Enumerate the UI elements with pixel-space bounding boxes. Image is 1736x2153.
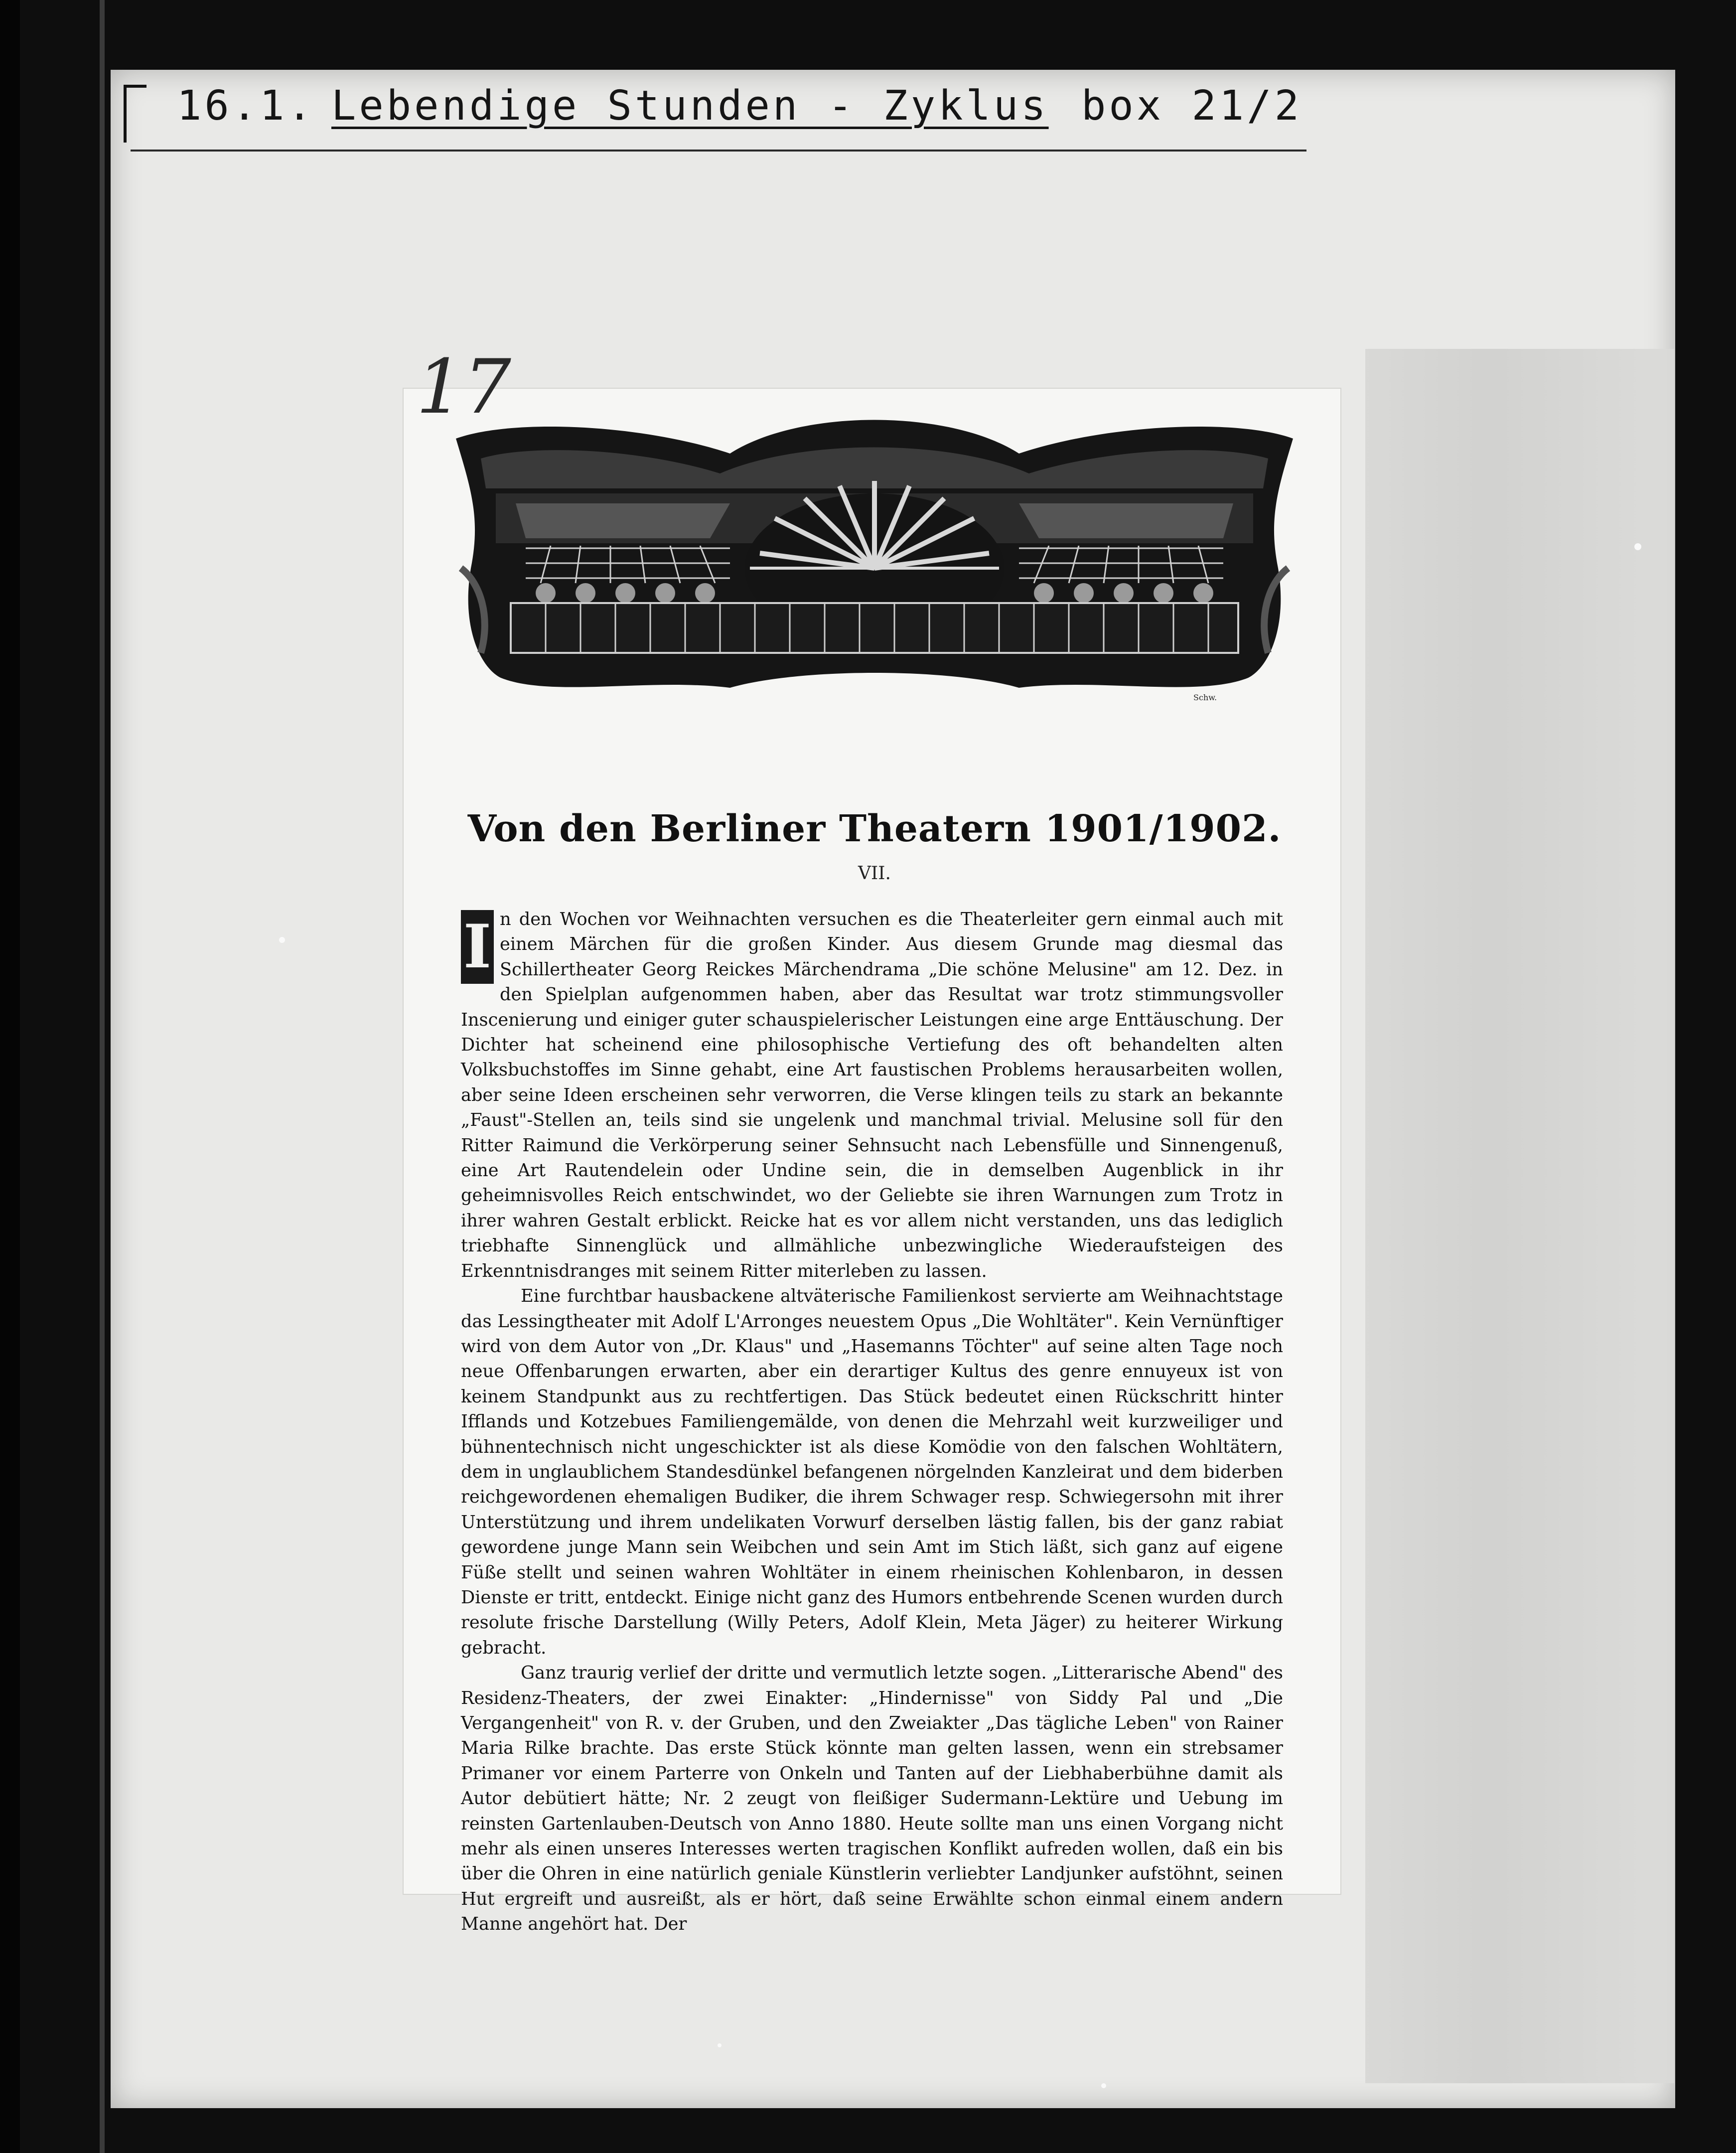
article-paragraph-1 xyxy=(461,907,1283,1284)
article-paragraph-3: Ganz traurig verlief der dritte und vermutlich letzte sogen. „Litterarische Abend" des Residenz-Theaters, der zwei Einakter: „Hindernisse" von Siddy Pal und „Die Vergangenheit" von R. v. der Gruben, und den Zweiakter „Das tägliche Leben" von Rainer Maria Rilke brachte. Das erste Stück könnte man gelten lassen, wenn ein strebsamer Primaner vor einem Parterre von Onkeln und Tanten auf der Liebhaberbühne damit als Autor debütiert hätte; Nr. 2 zeugt von fleißiger Sudermann-Lektüre und Uebung im reinsten Gartenlauben-Deutsch von Anno 1880. Heute sollte man uns einen Vorgang nicht mehr als einen unseres Interesses werten tragischen Konflikt aufreden wollen, daß ein bis über die Ohren in eine natürlich geniale Künstlerin verliebter Landjunker aufstöhnt, seinen Hut ergreift und ausreißt, als er hört, daß seine Erwählte schon einmal einem andern Manne angehört hat. Der xyxy=(461,1663,1283,1935)
film-edge xyxy=(0,0,20,2153)
article-part-number: VII. xyxy=(858,863,891,884)
sheet-shadow xyxy=(1365,349,1674,2083)
archive-title: Lebendige Stunden - Zyklus xyxy=(331,82,1049,130)
theater-stage-ornament-icon xyxy=(451,419,1298,713)
pencil-mark: 17 xyxy=(416,344,511,431)
film-frame-line xyxy=(100,0,105,2153)
paragraph-text: n den Wochen vor Weihnachten versuchen es die Theaterleiter gern einmal auch mit einem Märchen für die großen Kinder. Aus diesem Grunde mag diesmal das Schillertheater Georg Reickes Märchendrama „Die schöne Melusine" am 12. Dez. in den Spielplan aufgenommen haben, aber das Resultat war trotz stimmungsvoller Inscenierung und einiger guter schauspielerischer Leistungen eine arge Enttäuschung. Der Dichter hat scheinend eine philosophische Vertiefung des oft behandelten alten Volksbuchstoffes im Sinne gehabt, eine Art faustischen Problems herausarbeiten wollen, aber seine Ideen erscheinen sehr verworren, die Verse klingen teils zu stark an bekannte „Faust"-Stellen an, teils sind sie ungelenk und manchmal trivial. Melusine soll für den Ritter Raimund die Verkörperung seiner Sehnsucht nach Lebensfülle und Sinnengenuß, eine Art Rautendelein oder Undine sein, die in demselben Augenblick in ihr geheimnisvolles Reich entschwindet, wo der Geliebte sie ihren Warnungen zum Trotz in ihrer wahren Gestalt erblickt. Reicke hat es vor allem nicht verstanden, uns das lediglich triebhafte Sinnenglück und allmähliche unbezwingliche Wiederaufsteigen des Erkenntnisdranges mit seinem Ritter miterleben zu lassen. xyxy=(461,909,1283,1281)
article-paragraph-2: Eine furchtbar hausbackene altväterische Familienkost servierte am Weihnachtstage das Lessingtheater mit Adolf L'Arronges neuestem Opus „Die Wohltäter". Kein Vernünftiger wird von dem Autor von „Dr. Klaus" und „Hasemanns Töchter" auf seine alten Tage noch neue Offenbarungen erwarten, aber ein derartiger Kultus des genre ennuyeux ist von keinem Standpunkt aus zu rechtfertigen. Das Stück bedeutet einen Rückschritt hinter Ifflands und Kotzebues Familiengemälde, von denen die Mehrzahl weit kurzweiliger und bühnentechnisch nicht ungeschickter ist als diese Komödie von den falschen Wohltätern, dem in unglaublichem Standesdünkel befangenen nörgelnden Kanzleirat und dem biderben reichgewordenen ehemaligen Budiker, die ihrem Schwager resp. Schwiegersohn mit ihrer Unterstützung und ihrem undelikaten Vorwurf derselben lästig fallen, bis der ganz rabiat gewordene junge Mann sein Weibchen und sein Amt im Stich läßt, sich ganz auf eigene Füße stellt und seinen wahren Wohltäter in einem rheinischen Kohlenbaron, in dessen Dienste er tritt, entdeckt. Einige nicht ganz des Humors entbehrende Scenen wurden durch resolute frische Darstellung (Willy Peters, Adolf Klein, Meta Jäger) zu heiterer Wirkung gebracht. xyxy=(461,1286,1283,1658)
film-dust xyxy=(718,2043,722,2047)
article-title: Von den Berliner Theatern 1901/1902. xyxy=(467,807,1282,850)
archive-box-number: box 21/2 xyxy=(1081,82,1302,130)
drop-cap: I xyxy=(461,910,494,984)
illustrator-signature: Schw. xyxy=(1193,693,1217,702)
article-body xyxy=(461,907,1283,1935)
film-dust xyxy=(279,937,285,943)
archive-number: 16.1. xyxy=(177,82,315,130)
film-dust xyxy=(1634,543,1641,550)
film-dust xyxy=(1101,2083,1106,2088)
